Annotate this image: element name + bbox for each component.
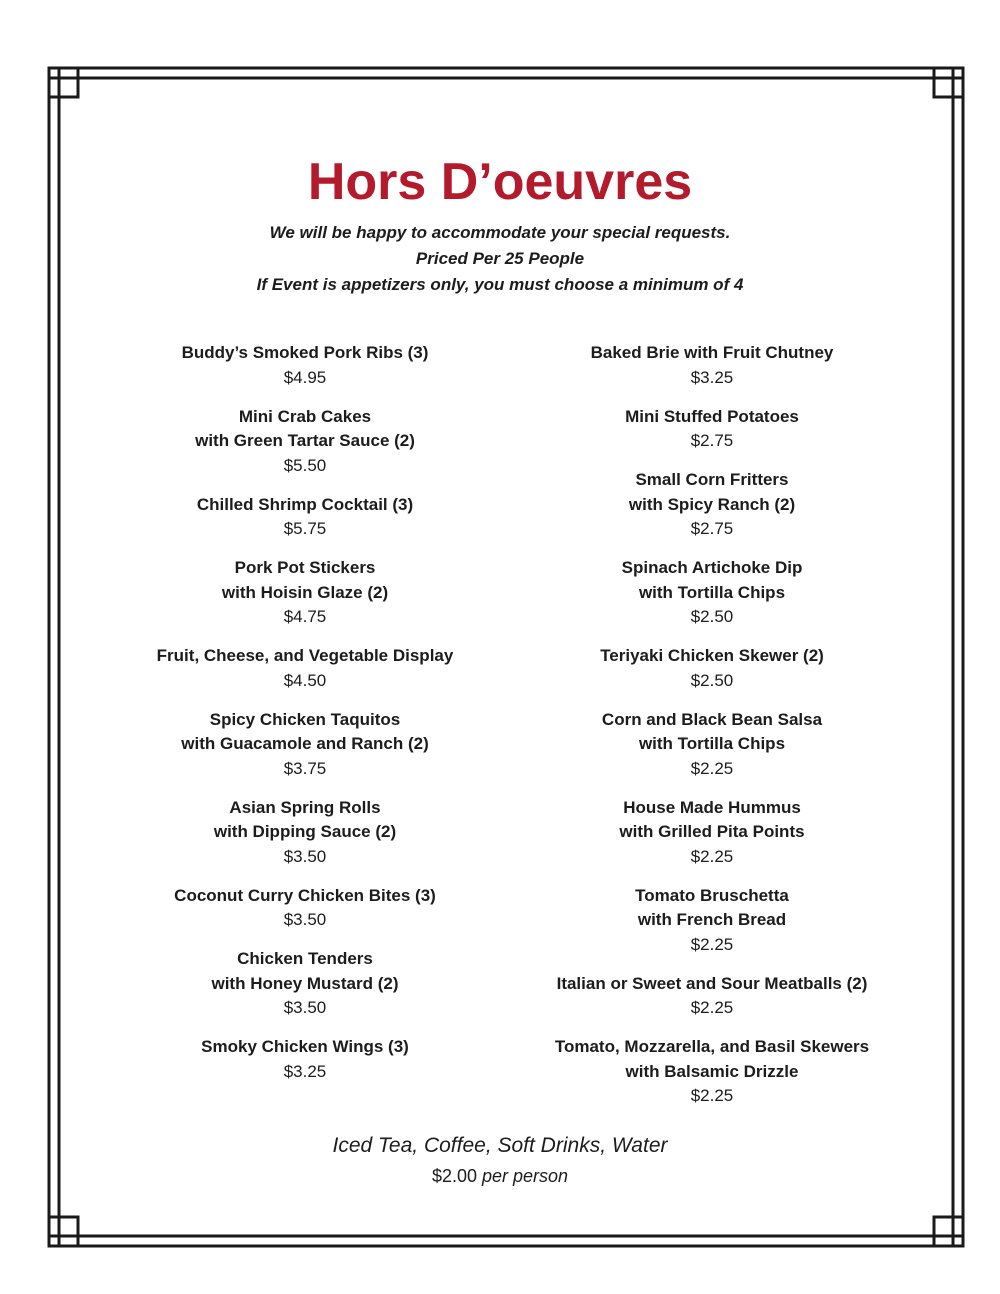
menu-item-price: $4.75	[283, 607, 327, 626]
menu-item-price: $2.25	[690, 934, 734, 954]
menu-item-price: $2.75	[690, 519, 734, 538]
menu-item-name-line: Mini Crab Cakes	[238, 406, 372, 426]
menu-item-price: $4.95	[283, 367, 327, 387]
menu-item	[512, 644, 912, 693]
menu-item-name-line: Coconut Curry Chicken Bites (3)	[174, 885, 436, 905]
menu-item-name-line: Corn and Black Bean Salsa	[601, 709, 823, 729]
menu-item-name-line: Spicy Chicken Taquitos	[209, 709, 401, 729]
menu-item-price: $2.25	[690, 1086, 734, 1105]
menu-item	[105, 947, 505, 1021]
beverages-price: $2.00	[431, 1166, 477, 1186]
menu-item	[512, 556, 912, 630]
menu-item-name-line: Spinach Artichoke Dip	[621, 558, 803, 577]
menu-item-price: $5.50	[283, 455, 327, 475]
menu-item	[105, 884, 505, 933]
menu-item-name-line: with Dipping Sauce (2)	[213, 822, 397, 841]
menu-item	[512, 884, 912, 958]
menu-item-price: $4.50	[283, 670, 327, 690]
menu-item	[512, 708, 912, 782]
menu-item-name-line: with Hoisin Glaze (2)	[221, 582, 389, 602]
menu-item	[105, 1035, 505, 1084]
menu-item-name-line: House Made Hummus	[623, 797, 801, 817]
menu-item	[105, 644, 505, 693]
menu-item-name-line: with Honey Mustard (2)	[211, 973, 399, 993]
menu-item	[512, 468, 912, 542]
menu-item-name-line: Tomato, Mozzarella, and Basil Skewers	[554, 1037, 870, 1056]
menu-item	[512, 405, 912, 454]
menu-item-name-line: with Balsamic Drizzle	[625, 1061, 799, 1081]
menu-item-price: $2.25	[690, 758, 734, 778]
menu-item-name-line: Buddy’s Smoked Pork Ribs (3)	[181, 343, 429, 362]
menu-item-name-line: Chilled Shrimp Cocktail (3)	[196, 494, 414, 514]
menu-item	[105, 405, 505, 479]
menu-item-name-line: with Tortilla Chips	[638, 582, 786, 602]
menu-item	[105, 556, 505, 630]
beverages-price-unit: per person	[482, 1166, 569, 1186]
menu-item-name-line: Pork Pot Stickers	[234, 558, 376, 577]
menu-item-price: $3.75	[283, 758, 327, 778]
menu-item-price: $2.50	[690, 670, 734, 690]
menu-item-name-line: with Guacamole and Ranch (2)	[181, 734, 429, 753]
menu-column-right	[512, 341, 912, 1123]
menu-item-name-line: Italian or Sweet and Sour Meatballs (2)	[556, 973, 868, 993]
menu-item-price: $2.25	[690, 846, 734, 866]
menu-item	[105, 341, 505, 390]
menu-item-name-line: Small Corn Fritters	[635, 470, 789, 489]
menu-item-name-line: Tomato Bruschetta	[635, 885, 789, 905]
menu-item-name-line: with Grilled Pita Points	[619, 822, 805, 841]
corner-ornament-bottom-left	[49, 1217, 78, 1246]
menu-item	[512, 972, 912, 1021]
menu-item-price: $2.75	[690, 431, 734, 450]
menu-item-price: $3.50	[283, 846, 327, 866]
menu-item-price: $3.25	[690, 367, 734, 387]
corner-ornament-bottom-right	[934, 1217, 963, 1246]
menu-item	[512, 1035, 912, 1109]
menu-column-left	[105, 341, 505, 1099]
menu-item-price: $3.25	[283, 1061, 327, 1081]
menu-item-name-line: Asian Spring Rolls	[229, 797, 381, 817]
beverages-price-line	[0, 1161, 1000, 1191]
menu-notes	[0, 220, 1000, 298]
menu-item-price: $3.50	[283, 998, 327, 1017]
menu-item-price: $2.50	[690, 607, 734, 626]
menu-item	[105, 796, 505, 870]
menu-item-name-line: Mini Stuffed Potatoes	[625, 406, 799, 426]
pricing-note: Priced Per 25 People	[415, 249, 585, 268]
menu-item-price: $2.25	[690, 998, 734, 1017]
special-requests-note: We will be happy to accommodate your special requests.	[269, 223, 731, 242]
beverages-label: Iced Tea, Coffee, Soft Drinks, Water	[332, 1134, 668, 1157]
page-title: Hors D’oeuvres	[307, 153, 693, 211]
menu-item-name-line: Fruit, Cheese, and Vegetable Display	[156, 646, 454, 665]
corner-ornament-top-right	[934, 68, 963, 97]
menu-item-name-line: with Tortilla Chips	[638, 734, 786, 753]
menu-item-name-line: Baked Brie with Fruit Chutney	[590, 343, 834, 362]
menu-item	[512, 341, 912, 390]
menu-item-name-line: with French Bread	[637, 910, 787, 929]
menu-item	[512, 796, 912, 870]
menu-item-name-line: Smoky Chicken Wings (3)	[201, 1037, 409, 1056]
menu-item-price: $5.75	[283, 519, 327, 538]
menu-item-name-line: Chicken Tenders	[237, 949, 373, 968]
minimum-choice-note: If Event is appetizers only, you must choose a minimum of 4	[256, 275, 744, 294]
menu-item-name-line: with Spicy Ranch (2)	[628, 494, 796, 514]
beverages-section	[0, 1131, 1000, 1191]
menu-item	[105, 493, 505, 542]
menu-item-price: $3.50	[283, 910, 327, 929]
menu-item-name-line: Teriyaki Chicken Skewer (2)	[600, 646, 824, 665]
menu-item	[105, 708, 505, 782]
corner-ornament-top-left	[49, 68, 78, 97]
menu-item-name-line: with Green Tartar Sauce (2)	[195, 431, 415, 450]
